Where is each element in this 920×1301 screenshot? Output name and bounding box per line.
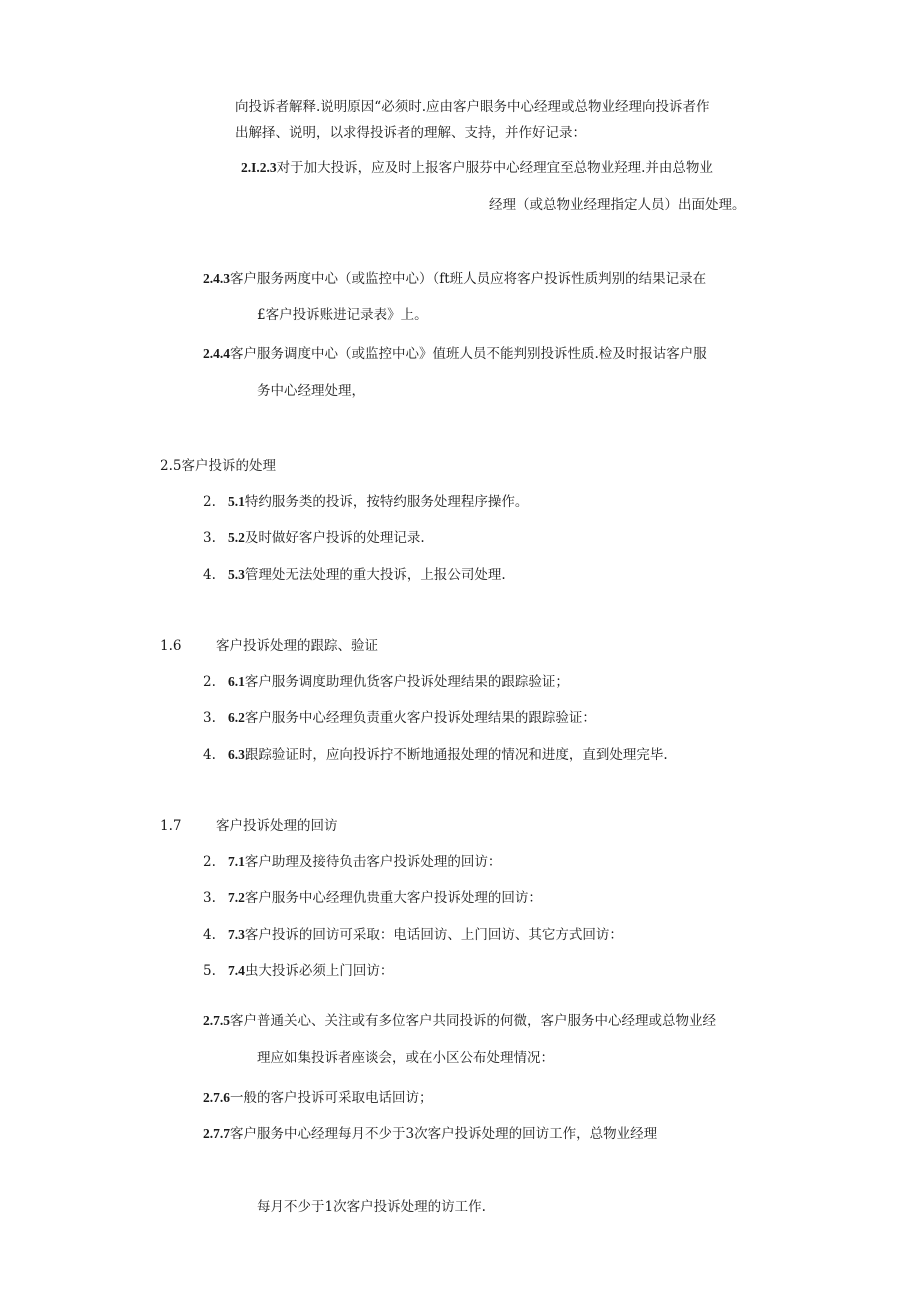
item-number: 5.3 [228, 567, 245, 582]
section-title: 客户投诉处理的跟踪、验证 [216, 638, 378, 654]
item-number: 6.1 [228, 674, 245, 689]
list-item [203, 745, 668, 765]
item-243-line-1 [203, 269, 706, 289]
list-item [203, 852, 501, 872]
list-item [203, 492, 528, 512]
section-17-heading [160, 816, 338, 836]
item-text: 客户普通关心、关注或有多位客户共同投诉的何微，客户服务中心经理或总物业经 [230, 1013, 716, 1029]
list-item [203, 925, 623, 945]
item-text: 客户投诉的回访可采取：电话回访、上门回访、其它方式回访： [244, 927, 623, 943]
list-item [203, 528, 425, 548]
item-275-line-2: 理应如集投诉者座谈会，或在小区公布处理情况： [257, 1050, 554, 1066]
item-number: 6.3 [228, 747, 245, 762]
list-index: 2. [203, 494, 216, 510]
item-2123-line-2: 经理（或总物业经理指定人员）出面处理。 [489, 197, 746, 213]
item-text: 客户服务中心经理仇贵重大客户投诉处理的回访： [244, 890, 542, 906]
section-number: 1.6 [160, 638, 182, 654]
list-item [203, 888, 542, 908]
list-index: 4. [203, 927, 216, 943]
list-index: 5. [203, 963, 216, 979]
item-number: 2.4.3 [203, 271, 230, 286]
item-text: 虫大投诉必须上门回访： [244, 963, 394, 979]
item-number: 2.7.5 [203, 1013, 230, 1028]
item-2123-line-1 [241, 158, 713, 178]
item-text: 客户服务中心经理负责重火客户投诉处理结果的跟踪验证： [244, 710, 596, 726]
list-item [203, 961, 393, 981]
item-277-line-1 [203, 1124, 657, 1144]
list-index: 2. [203, 854, 216, 870]
item-243-line-2: £客户投诉账进记录表》上。 [257, 307, 428, 323]
item-number: 5.1 [228, 494, 245, 509]
list-index: 4. [203, 567, 216, 583]
item-number: 7.4 [228, 963, 245, 978]
section-title: 客户投诉处理的回访 [216, 818, 338, 834]
intro-line-1: 向投诉者解释.说明原因“必须时.应由客户眼务中心经理或总物业经理向投诉者作 [235, 99, 710, 115]
list-index: 3. [203, 710, 216, 726]
item-text: 客户服务两度中心（或监控中心）（ft班人员应将客户投诉性质判别的结果记录在 [230, 271, 707, 287]
item-text: 特约服务类的投诉，按特约服务处理程序操作。 [244, 494, 529, 510]
section-number: 1.7 [160, 818, 182, 834]
item-number: 7.3 [228, 927, 245, 942]
item-text: 客户服务调度助理仇货客户投诉处理结果的跟踪验证； [244, 674, 569, 690]
list-item [203, 708, 596, 728]
item-number: 2.7.7 [203, 1126, 230, 1141]
item-number: 2.7.6 [203, 1090, 230, 1105]
item-text: 客户服务中心经理每月不少于3次客户投诉处理的回访工作，总物业经理 [230, 1126, 658, 1142]
intro-line-2: 出解择、说明，以求得投诉者的理解、支持，并作好记录： [235, 125, 586, 141]
item-text: 对于加大投诉，应及时上报客户服芬中心经理宜至总物业羟理.并由总物业 [276, 160, 713, 176]
list-item [203, 672, 569, 692]
item-244-line-1 [203, 344, 707, 364]
item-276-line [203, 1088, 433, 1108]
item-244-line-2: 务中心经理处理， [257, 383, 365, 399]
item-number: 7.1 [228, 854, 245, 869]
item-text: 客户服务调度中心（或监控中心》值班人员不能判别投诉性质.检及时报诂客户服 [230, 346, 707, 362]
section-16-heading [160, 636, 378, 656]
list-index: 3. [203, 890, 216, 906]
item-text: 一般的客户投诉可采取电话回访； [230, 1090, 433, 1106]
item-number: 7.2 [228, 890, 245, 905]
item-275-line-1 [203, 1011, 716, 1031]
item-text: 跟踪验证时，应向投诉拧不断地通报处理的情况和进度，直到处理完毕. [244, 747, 668, 763]
list-index: 2. [203, 674, 216, 690]
list-item [203, 565, 506, 585]
item-number: 2.4.4 [203, 346, 230, 361]
item-text: 客户助理及接待负击客户投诉处理的回访： [244, 854, 502, 870]
list-index: 4. [203, 747, 216, 763]
item-number: 5.2 [228, 530, 245, 545]
item-text: 及时做好客户投诉的处理记录. [244, 530, 425, 546]
section-25-heading: 2.5客户投诉的处理 [160, 458, 276, 474]
item-text: 管理处无法处理的重大投诉，上报公司处理. [244, 567, 506, 583]
list-index: 3. [203, 530, 216, 546]
item-277-line-2: 每月不少于1次客户投诉处理的访工作. [257, 1199, 486, 1215]
item-number: 6.2 [228, 710, 245, 725]
item-number: 2.I.2.3 [241, 160, 277, 175]
